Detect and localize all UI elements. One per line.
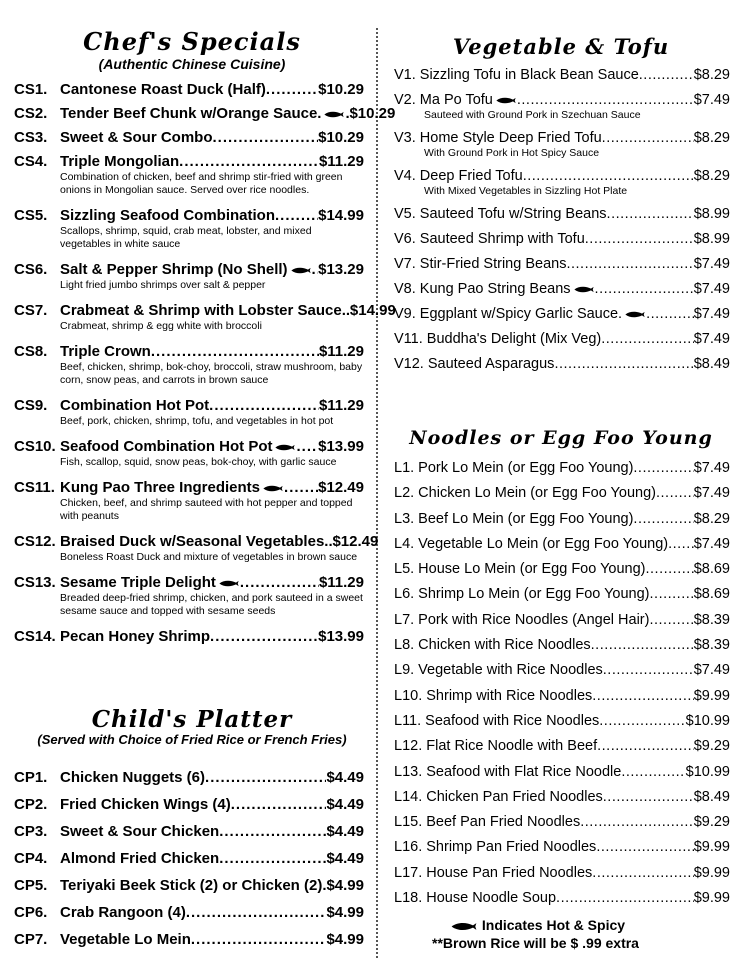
- menu-item: [394, 129, 730, 160]
- item-price: $7.49: [693, 306, 730, 322]
- brown-rice-note: **Brown Rice will be $ .99 extra: [432, 935, 639, 951]
- item-code: CS4.: [14, 153, 48, 170]
- vegetable-tofu-title: Vegetable & Tofu: [452, 34, 670, 59]
- item-price: $10.29: [318, 81, 364, 98]
- item-description: Light fried jumbo shrimps over salt & pepper: [60, 279, 266, 291]
- menu-item-row: [14, 129, 364, 147]
- menu-item: [14, 207, 364, 251]
- menu-item-row: [394, 684, 730, 709]
- item-price: $10.29: [318, 129, 364, 146]
- chili-pepper-icon: [493, 91, 517, 109]
- menu-item-row: [394, 129, 730, 147]
- item-price: $7.49: [693, 331, 730, 347]
- leader-dots: [205, 764, 326, 791]
- leader-dots: [266, 81, 318, 99]
- chili-pepper-icon: [260, 479, 284, 497]
- chili-pepper-icon: [321, 105, 345, 123]
- item-price: $4.49: [326, 769, 364, 786]
- menu-item-row: [394, 255, 730, 273]
- leader-dots: [599, 709, 685, 734]
- menu-item: [14, 479, 364, 523]
- menu-item: [14, 343, 364, 387]
- hot-spicy-label: Indicates Hot & Spicy: [481, 917, 626, 933]
- item-price: $8.69: [693, 586, 730, 603]
- menu-item: [394, 330, 730, 348]
- leader-dots: [650, 582, 694, 607]
- leader-dots: [219, 818, 326, 845]
- menu-item: [394, 305, 730, 323]
- item-code: CS5.: [14, 207, 48, 224]
- item-price: $9.99: [693, 687, 730, 704]
- menu-item-row: [394, 91, 730, 109]
- item-price: $7.49: [693, 662, 730, 679]
- item-name: Sesame Triple Delight: [60, 574, 216, 591]
- leader-dots: [580, 810, 694, 835]
- item-price: $10.99: [685, 712, 730, 729]
- item-code: CP5.: [14, 877, 48, 894]
- item-name: V7. Stir-Fried String Beans: [394, 256, 567, 272]
- item-price: $9.29: [693, 738, 730, 755]
- item-name: Teriyaki Beek Stick (2) or Chicken (2): [60, 877, 323, 894]
- leader-dots: [179, 153, 319, 171]
- menu-item: [14, 628, 364, 646]
- item-name: Crab Rangoon (4): [60, 904, 186, 921]
- menu-item-row: [394, 280, 730, 298]
- item-price: $8.29: [693, 510, 730, 527]
- menu-item: [14, 153, 364, 197]
- menu-item-row: [14, 105, 396, 123]
- item-price: $4.99: [326, 877, 364, 894]
- item-name: Vegetable Lo Mein: [60, 931, 191, 948]
- item-name: L8. Chicken with Rice Noodles: [394, 637, 591, 654]
- item-name: Pecan Honey Shrimp: [60, 628, 211, 645]
- menu-item-row: [14, 438, 364, 456]
- item-name: L5. House Lo Mein (or Egg Foo Young): [394, 561, 646, 578]
- menu-item-row: [14, 899, 364, 926]
- item-name: V9. Eggplant w/Spicy Garlic Sauce.: [394, 306, 623, 322]
- menu-item: [394, 230, 730, 248]
- menu-item: [394, 167, 730, 198]
- chefs-specials-subtitle: (Authentic Chinese Cuisine): [98, 56, 286, 72]
- item-name: L3. Beef Lo Mein (or Egg Foo Young): [394, 510, 634, 527]
- leader-dots: [639, 66, 694, 84]
- chili-pepper-icon: [622, 305, 646, 323]
- menu-item: [14, 397, 364, 428]
- chili-pepper-icon: [448, 917, 482, 933]
- item-description: With Ground Pork in Hot Spicy Sauce: [424, 147, 600, 159]
- menu-item-row: [14, 479, 364, 497]
- menu-item-row: [394, 734, 730, 759]
- leader-dots: [595, 280, 694, 298]
- item-code: CP3.: [14, 823, 48, 840]
- leader-dots: [603, 785, 694, 810]
- item-code: CS12.: [14, 533, 56, 550]
- item-name: L18. House Noodle Soup: [394, 890, 557, 907]
- item-price: $8.29: [693, 168, 730, 184]
- item-description: Crabmeat, shrimp & egg white with broccoli: [60, 320, 262, 332]
- menu-item-row: [394, 658, 730, 683]
- item-code: CP4.: [14, 850, 48, 867]
- item-description: Combination of chicken, beef and shrimp stir-fried with green onions in Mongolian sauce. Served over rice noodles.: [60, 171, 343, 196]
- item-name: Crabmeat & Shrimp with Lobster Sauce.: [60, 302, 346, 319]
- menu-item-row: [14, 574, 364, 592]
- item-price: $14.99: [349, 302, 396, 319]
- chefs-specials-list: [14, 81, 396, 646]
- leader-dots: [209, 397, 319, 415]
- vegetable-tofu-list: [394, 66, 730, 373]
- leader-dots: [566, 255, 693, 273]
- menu-item-row: [394, 305, 730, 323]
- leader-dots: [210, 628, 318, 646]
- menu-item-row: [14, 872, 364, 899]
- leader-dots: [151, 343, 319, 361]
- item-code: CP1.: [14, 769, 48, 786]
- item-description: Chicken, beef, and shrimp sauteed with hot pepper and topped with peanuts: [60, 497, 353, 522]
- item-name: L9. Vegetable with Rice Noodles: [394, 662, 603, 679]
- item-name: V8. Kung Pao String Beans: [394, 281, 571, 297]
- item-description: Beef, chicken, shrimp, bok-choy, broccoli, straw mushroom, baby corn, snow peas, and carrots in brown sauce: [60, 361, 363, 386]
- item-price: $9.99: [693, 864, 730, 881]
- item-code: CP7.: [14, 931, 48, 948]
- item-name: V5. Sauteed Tofu w/String Beans: [394, 206, 607, 222]
- item-price: $7.49: [693, 92, 730, 108]
- item-price: $7.49: [693, 535, 730, 552]
- noodles-title: Noodles or Egg Foo Young: [409, 427, 713, 449]
- item-name: V2. Ma Po Tofu: [394, 92, 493, 108]
- item-name: Kung Pao Three Ingredients: [60, 479, 261, 496]
- menu-item: [14, 302, 396, 333]
- menu-item-row: [394, 835, 730, 860]
- item-price: $4.49: [326, 850, 364, 867]
- item-code: CS9.: [14, 397, 48, 414]
- leader-dots: [556, 886, 694, 911]
- item-price: $7.49: [693, 256, 730, 272]
- menu-item: [394, 280, 730, 298]
- item-name: Combination Hot Pot: [60, 397, 210, 414]
- item-name: L14. Chicken Pan Fried Noodles: [394, 788, 603, 805]
- item-name: Sweet & Sour Chicken: [60, 823, 220, 840]
- item-price: $8.29: [693, 67, 730, 83]
- item-price: $8.99: [693, 231, 730, 247]
- item-description: Scallops, shrimp, squid, crab meat, lobster, and mixed vegetables in white sauce: [60, 225, 312, 250]
- item-name: Seafood Combination Hot Pot: [60, 438, 273, 455]
- item-description: Sauteed with Ground Pork in Szechuan Sauce: [424, 109, 641, 121]
- item-price: $13.29: [318, 261, 364, 278]
- leader-dots: [554, 355, 693, 373]
- item-description: Breaded deep-fried shrimp, chicken, and pork sauteed in a sweet sesame sauce and topped with sesame seeds: [60, 592, 363, 617]
- item-description: With Mixed Vegetables in Sizzling Hot Plate: [424, 185, 628, 197]
- item-code: CP6.: [14, 904, 48, 921]
- leader-dots: [656, 481, 694, 506]
- item-price: $8.49: [693, 788, 730, 805]
- leader-dots: [646, 305, 694, 323]
- item-price: $8.99: [693, 206, 730, 222]
- item-name: Chicken Nuggets (6): [60, 769, 206, 786]
- item-name: L10. Shrimp with Rice Noodles: [394, 687, 593, 704]
- menu-item-row: [14, 926, 364, 953]
- item-price: $8.69: [693, 561, 730, 578]
- item-name: V3. Home Style Deep Fried Tofu: [394, 130, 602, 146]
- item-name: L13. Seafood with Flat Rice Noodle: [394, 763, 622, 780]
- chili-pepper-icon: [288, 261, 312, 279]
- item-code: CP2.: [14, 796, 48, 813]
- item-code: CS7.: [14, 302, 48, 319]
- leader-dots: [597, 734, 694, 759]
- leader-dots: [219, 845, 326, 872]
- item-price: $7.49: [693, 281, 730, 297]
- leader-dots: [585, 230, 694, 248]
- item-price: $10.29: [349, 105, 396, 122]
- item-code: CS8.: [14, 343, 48, 360]
- item-description: Fish, scallop, squid, snow peas, bok-choy, with garlic sauce: [60, 456, 337, 468]
- hot-spicy-legend: [448, 917, 718, 934]
- leader-dots: [284, 479, 318, 497]
- chili-pepper-icon: [216, 574, 240, 592]
- item-price: $12.49: [318, 479, 364, 496]
- leader-dots: [186, 899, 327, 926]
- menu-item-row: [14, 628, 364, 646]
- item-price: $7.49: [693, 460, 730, 476]
- item-price: $14.99: [318, 207, 364, 224]
- item-name: L6. Shrimp Lo Mein (or Egg Foo Young): [394, 586, 650, 603]
- item-name: Braised Duck w/Seasonal Vegetables.: [60, 533, 329, 550]
- menu-item: [14, 574, 364, 618]
- column-divider: [376, 28, 378, 958]
- childs-platter-title: Child's Platter: [91, 706, 293, 733]
- item-name: L1. Pork Lo Mein (or Egg Foo Young): [394, 460, 634, 476]
- leader-dots: [621, 760, 685, 785]
- leader-dots: [592, 861, 693, 886]
- leader-dots: [231, 791, 327, 818]
- item-name: L16. Shrimp Pan Fried Noodles: [394, 839, 597, 856]
- item-price: $4.99: [326, 931, 364, 948]
- leader-dots: [649, 608, 693, 633]
- leader-dots: [517, 91, 694, 109]
- leader-dots: [592, 684, 693, 709]
- item-price: $4.49: [326, 796, 364, 813]
- item-code: CS10.: [14, 438, 56, 455]
- item-code: CS14.: [14, 628, 56, 645]
- item-price: $13.99: [318, 438, 364, 455]
- noodles-list: [394, 456, 730, 911]
- item-name: L15. Beef Pan Fried Noodles: [394, 814, 581, 831]
- menu-item-row: [394, 861, 730, 886]
- menu-item: [394, 255, 730, 273]
- item-name: L2. Chicken Lo Mein (or Egg Foo Young): [394, 485, 656, 502]
- item-price: $11.29: [318, 397, 364, 414]
- leader-dots: [523, 167, 694, 185]
- menu-item-row: [14, 81, 364, 99]
- item-price: $8.29: [693, 130, 730, 146]
- menu-item-row: [394, 709, 730, 734]
- item-name: Salt & Pepper Shrimp (No Shell): [60, 261, 288, 278]
- item-name: V1. Sizzling Tofu in Black Bean Sauce: [394, 67, 639, 83]
- item-price: $9.99: [693, 890, 730, 907]
- menu-item: [14, 261, 364, 292]
- item-name: Triple Crown: [60, 343, 151, 360]
- item-name: L17. House Pan Fried Noodles: [394, 864, 593, 881]
- item-price: $7.49: [693, 485, 730, 502]
- item-price: $4.49: [326, 823, 364, 840]
- item-name: Sizzling Seafood Combination: [60, 207, 275, 224]
- item-price: $10.99: [685, 763, 730, 780]
- item-name: Sweet & Sour Combo: [60, 129, 213, 146]
- menu-item-row: [14, 343, 364, 361]
- item-name: Tender Beef Chunk w/Orange Sauce.: [60, 105, 322, 122]
- item-price: $13.99: [318, 628, 364, 645]
- menu-item-row: [394, 66, 730, 84]
- leader-dots: [602, 129, 694, 147]
- menu-item-row: [394, 205, 730, 223]
- item-price: $9.29: [693, 814, 730, 831]
- menu-item-row: [394, 557, 730, 582]
- item-name: V12. Sauteed Asparagus: [394, 356, 555, 372]
- leader-dots: [633, 507, 693, 532]
- item-description: Boneless Roast Duck and mixture of vegetables in brown sauce: [60, 551, 358, 563]
- item-code: CS1.: [14, 81, 48, 98]
- item-name: L7. Pork with Rice Noodles (Angel Hair): [394, 611, 650, 628]
- menu-item-row: [394, 330, 730, 348]
- leader-dots: [607, 205, 694, 223]
- item-name: Cantonese Roast Duck (Half): [60, 81, 266, 98]
- menu-item: [14, 438, 364, 469]
- menu-item-row: [14, 153, 364, 171]
- item-name: Almond Fried Chicken: [60, 850, 220, 867]
- menu-item-row: [394, 507, 730, 532]
- menu-item-row: [14, 791, 364, 818]
- menu-item-row: [14, 261, 364, 279]
- childs-platter-subtitle: (Served with Choice of Fried Rice or French Fries): [37, 732, 347, 747]
- menu-item-row: [14, 397, 364, 415]
- menu-item-row: [394, 582, 730, 607]
- menu-item-row: [394, 355, 730, 373]
- item-price: $8.39: [693, 637, 730, 654]
- item-description: Beef, pork, chicken, shrimp, tofu, and vegetables in hot pot: [60, 415, 334, 427]
- item-name: Triple Mongolian: [60, 153, 180, 170]
- item-price: $8.49: [693, 356, 730, 372]
- item-name: L12. Flat Rice Noodle with Beef: [394, 738, 598, 755]
- item-price: $12.49: [332, 533, 379, 550]
- menu-item-row: [394, 532, 730, 557]
- menu-item-row: [14, 845, 364, 872]
- item-code: CS11.: [14, 479, 55, 496]
- chili-pepper-icon: [272, 438, 296, 456]
- leader-dots: [601, 330, 693, 348]
- item-price: $11.29: [318, 343, 364, 360]
- item-code: CS6.: [14, 261, 48, 278]
- menu-item-row: [394, 785, 730, 810]
- item-price: $11.29: [318, 574, 364, 591]
- leader-dots: [191, 926, 327, 953]
- menu-item-row: [394, 481, 730, 506]
- item-price: $11.29: [318, 153, 364, 170]
- menu-item-row: [394, 456, 730, 481]
- leader-dots: [603, 658, 694, 683]
- item-price: $4.99: [326, 904, 364, 921]
- menu-item-row: [14, 764, 364, 791]
- item-name: Fried Chicken Wings (4): [60, 796, 231, 813]
- item-name: L4. Vegetable Lo Mein (or Egg Foo Young): [394, 535, 669, 552]
- leader-dots: [213, 129, 319, 147]
- leader-dots: [240, 574, 319, 592]
- chefs-specials-title: Chef's Specials: [83, 27, 301, 56]
- menu-item-row: [394, 167, 730, 185]
- item-name: V11. Buddha's Delight (Mix Veg): [394, 331, 602, 347]
- menu-item-row: [394, 633, 730, 658]
- childs-platter-list: [14, 764, 364, 953]
- leader-dots: [596, 835, 693, 860]
- menu-item-row: [14, 302, 396, 320]
- leader-dots: [591, 633, 694, 658]
- menu-item: [394, 355, 730, 373]
- item-name: V6. Sauteed Shrimp with Tofu: [394, 231, 585, 247]
- leader-dots: [646, 557, 694, 582]
- menu-item-row: [394, 760, 730, 785]
- leader-dots: [275, 207, 318, 225]
- item-name: V4. Deep Fried Tofu: [394, 168, 523, 184]
- item-code: CS13.: [14, 574, 56, 591]
- menu-item-row: [394, 608, 730, 633]
- item-price: $8.39: [693, 611, 730, 628]
- leader-dots: [633, 456, 693, 481]
- item-price: $9.99: [693, 839, 730, 856]
- menu-item: [394, 66, 730, 84]
- menu-item: [14, 105, 396, 123]
- menu-item-row: [394, 230, 730, 248]
- menu-item-row: [14, 818, 364, 845]
- item-name: L11. Seafood with Rice Noodles: [394, 712, 600, 729]
- item-code: CS2.: [14, 105, 48, 122]
- item-code: CS3.: [14, 129, 48, 146]
- leader-dots: [296, 438, 318, 456]
- menu-item-row: [14, 207, 364, 225]
- menu-item: [394, 91, 730, 122]
- menu-item: [14, 81, 364, 99]
- menu-item-row: [394, 810, 730, 835]
- menu-item: [394, 205, 730, 223]
- menu-item-row: [394, 886, 730, 911]
- leader-dots: [668, 532, 694, 557]
- menu-item: [14, 129, 364, 147]
- menu-item-row: [14, 533, 379, 551]
- chili-pepper-icon: [571, 280, 595, 298]
- menu-item: [14, 533, 379, 564]
